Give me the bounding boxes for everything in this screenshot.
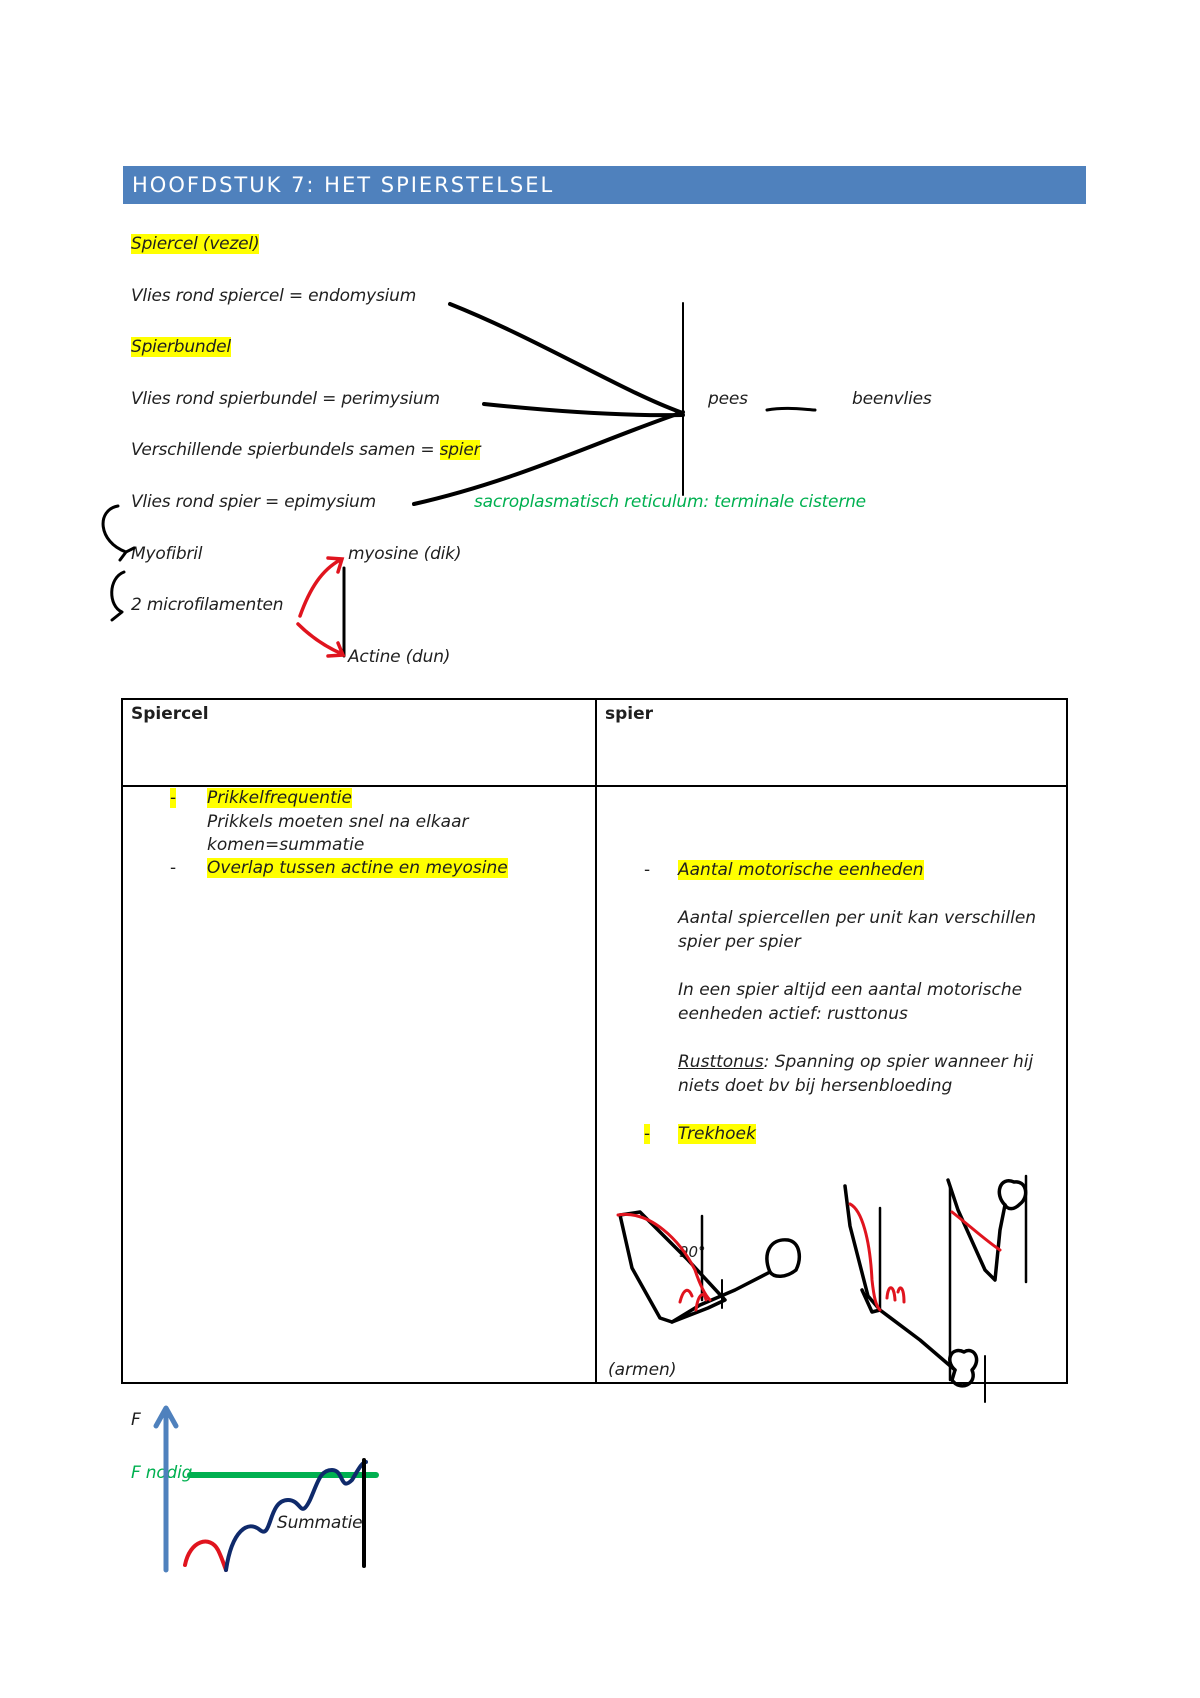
myosine-label: myosine (dik) [348, 544, 462, 564]
col2-para1-line1: Aantal spiercellen per unit kan verschillen [678, 908, 1037, 928]
y-axis-arrow-icon [156, 1408, 176, 1570]
armen-caption: (armen) [608, 1360, 677, 1380]
chapter-heading: HOOFDSTUK 7: HET SPIERSTELSEL [123, 166, 1086, 204]
microfilamenten-line: 2 microfilamenten [131, 595, 284, 615]
arm-3-muscle [952, 1212, 1000, 1250]
col1-item1-line1: Prikkels moeten snel na elkaar [207, 812, 469, 832]
beenvlies-label: beenvlies [852, 389, 932, 409]
rusttonus-word: Rusttonus [678, 1052, 764, 1072]
col1-dash-1: - [170, 788, 177, 808]
col2-para3-line2: niets doet bv bij hersenbloeding [678, 1076, 953, 1096]
graph-f-label: F [131, 1410, 141, 1430]
reticulum-note: sacroplasmatisch reticulum: terminale cisterne [474, 492, 866, 512]
col1-dash-2: - [170, 858, 177, 878]
arm-1-muscle [618, 1214, 710, 1300]
arm-3-outline [948, 1180, 1005, 1280]
endomysium-line: Vlies rond spiercel = endomysium [131, 286, 417, 306]
hand-3 [999, 1181, 1025, 1209]
col2-dash-1: - [644, 860, 651, 880]
rusttonus-rest: : Spanning op spier wanneer hij [763, 1052, 1034, 1072]
spierbundels-prefix: Verschillende spierbundels samen = [131, 440, 440, 460]
arm-2-bone [880, 1310, 955, 1370]
prikkelfrequentie-text: Prikkelfrequentie [207, 788, 352, 808]
hand-2 [950, 1351, 977, 1386]
hand-1 [767, 1240, 799, 1276]
epimysium-line: Vlies rond spier = epimysium [131, 492, 376, 512]
twitch-curve [185, 1542, 226, 1570]
graph-f-nodig-label: F nodig [131, 1463, 193, 1483]
col2-dash-2: - [644, 1124, 651, 1144]
perimysium-line: Vlies rond spierbundel = perimysium [131, 389, 440, 409]
motorische-eenheden-text: Aantal motorische eenheden [678, 860, 924, 880]
pees-label: pees [708, 389, 748, 409]
spiercel-title-text: Spiercel (vezel) [131, 234, 260, 254]
header-spier: spier [605, 704, 654, 724]
col1-item1-line2: komen=summatie [207, 835, 365, 855]
arm-1-outline [620, 1212, 725, 1322]
spierbundel-title-text: Spierbundel [131, 337, 231, 357]
trekhoek-text: Trekhoek [678, 1124, 756, 1144]
actine-label: Actine (dun) [348, 647, 451, 667]
graph-summatie-label: Summatie [277, 1513, 363, 1533]
overlap-text: Overlap tussen actine en meyosine [207, 858, 508, 878]
spier-word: spier [439, 440, 481, 460]
col2-para2-line1: In een spier altijd een aantal motorische [678, 980, 1023, 1000]
angle-label: 90° [679, 1243, 706, 1261]
arm-2-insert [887, 1288, 904, 1302]
col2-para1-line2: spier per spier [678, 932, 801, 952]
myofibril-line: Myofibril [131, 544, 203, 564]
col2-para2-line2: eenheden actief: rusttonus [678, 1004, 908, 1024]
header-spiercel: Spiercel [131, 704, 209, 724]
